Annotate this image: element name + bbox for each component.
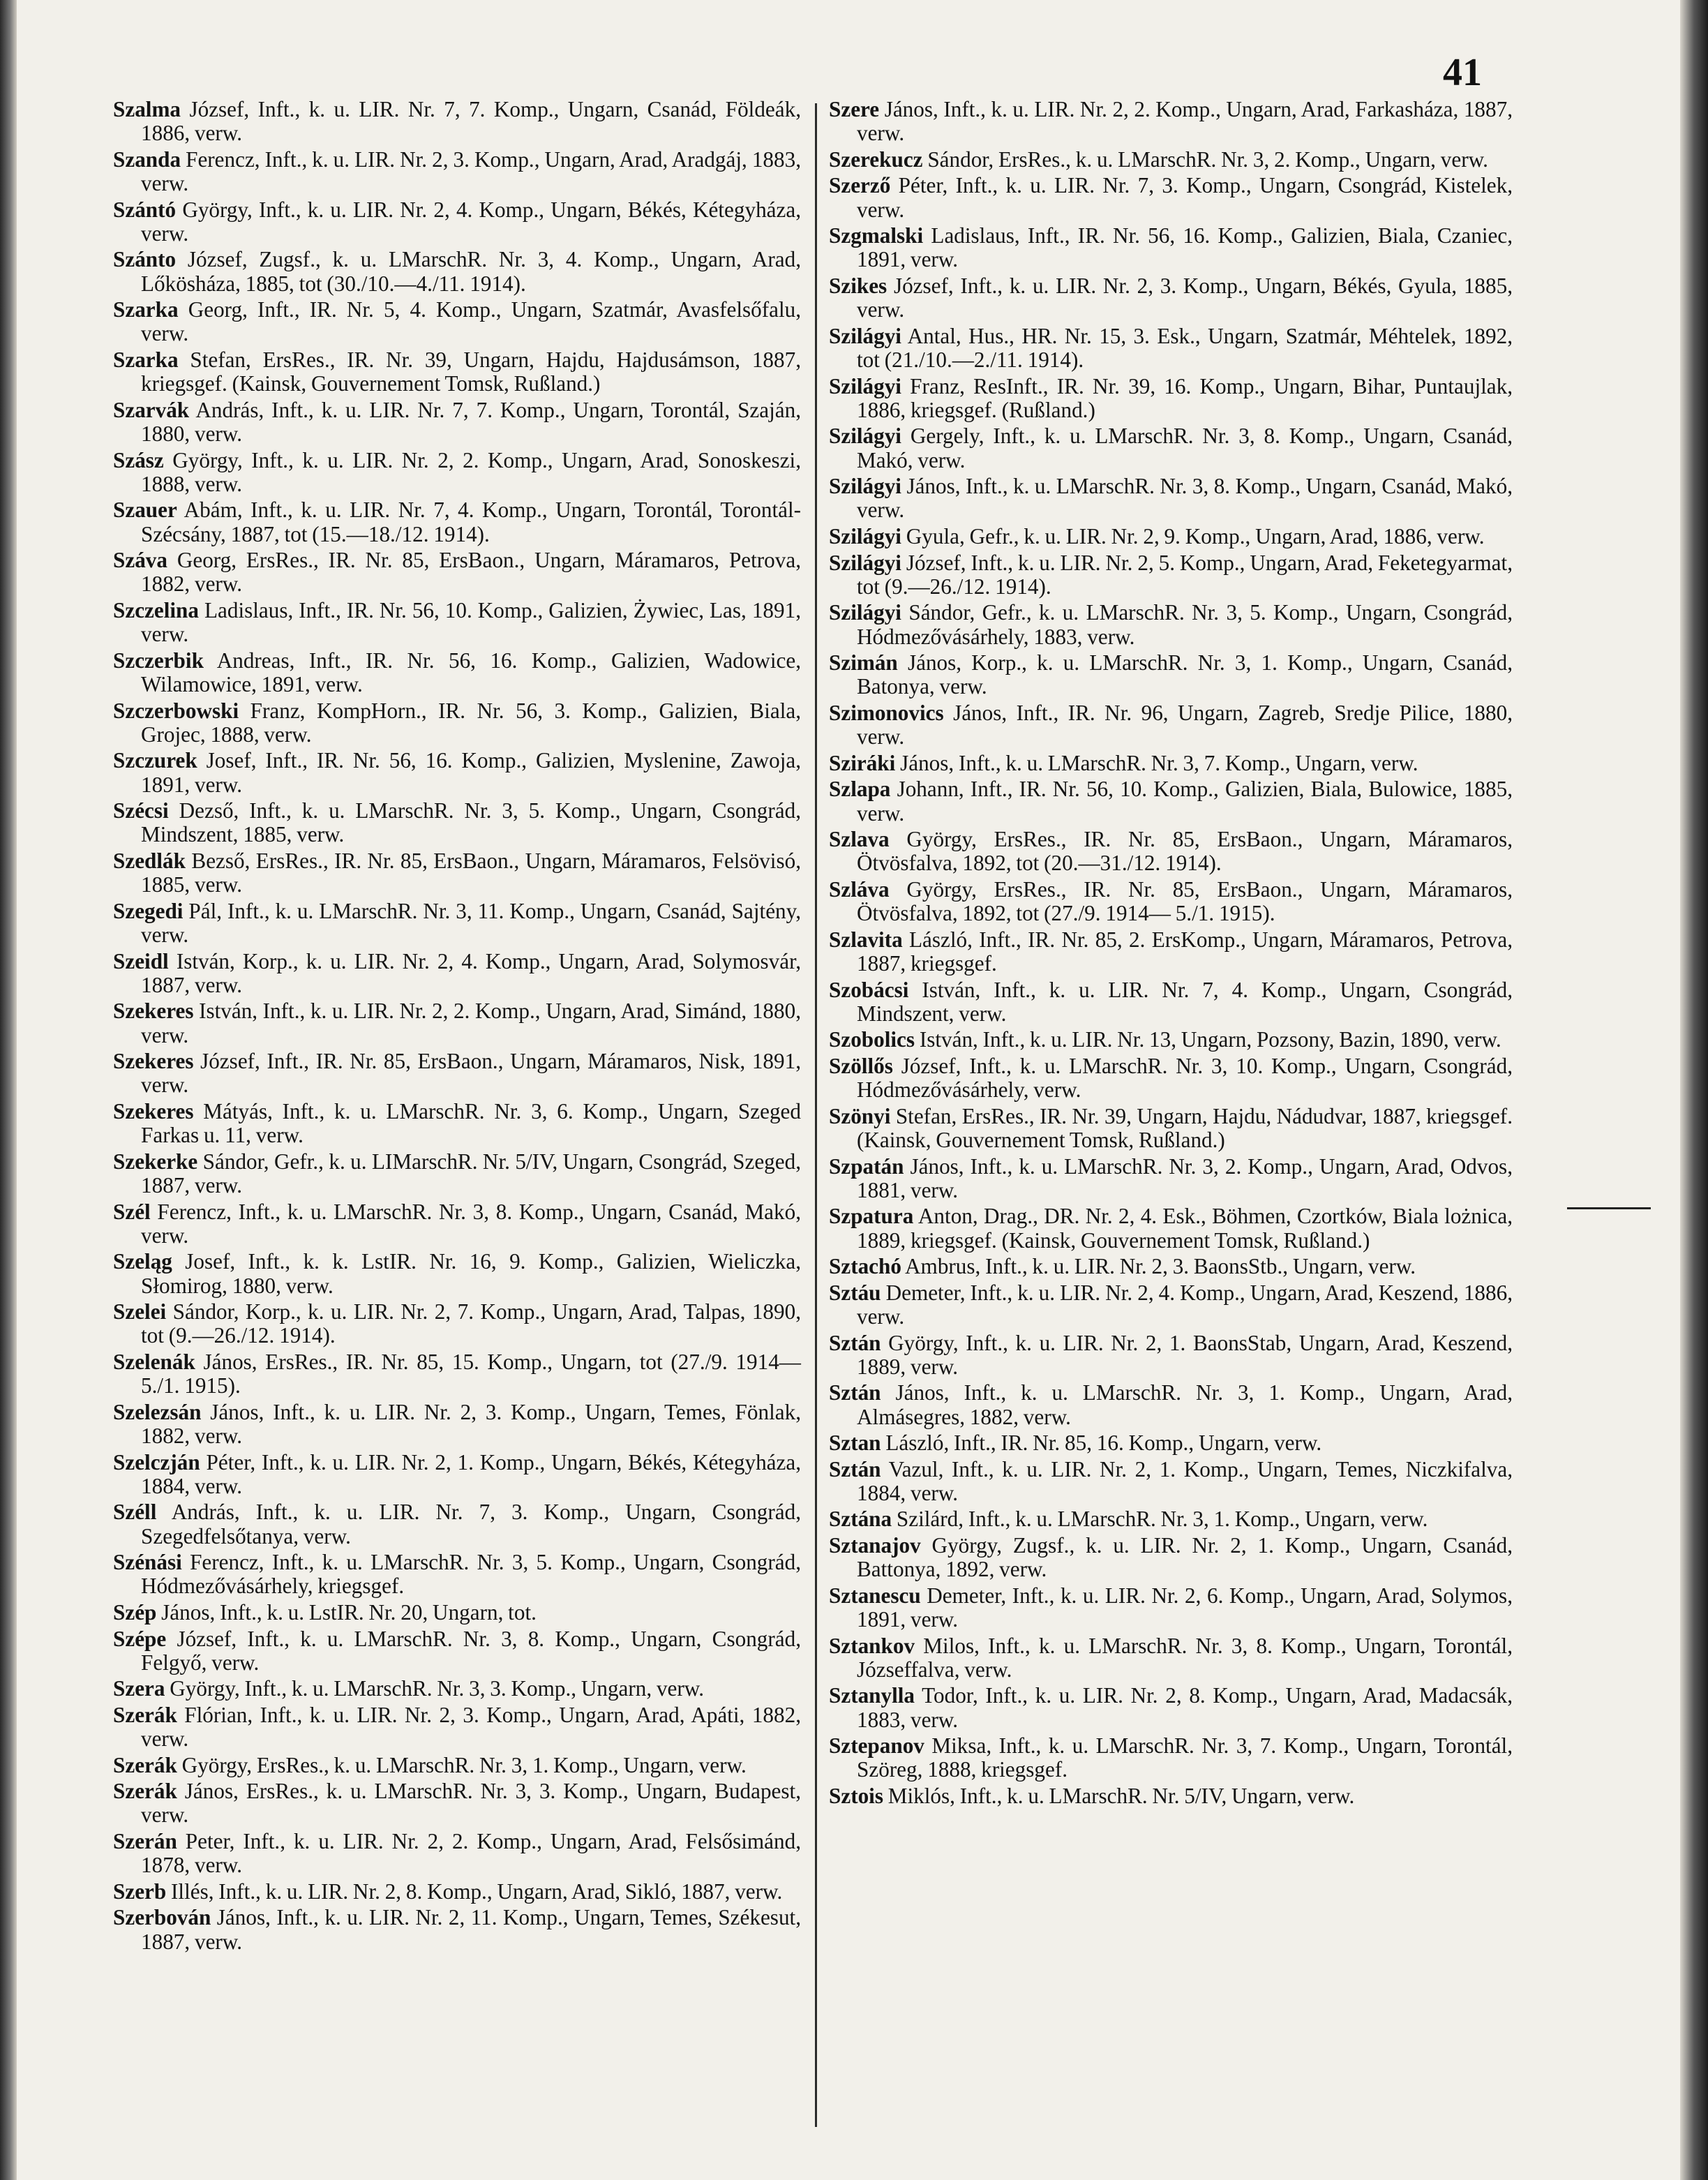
entry-surname: Szauer bbox=[113, 498, 177, 523]
entry-details: Georg, ErsRes., IR. Nr. 85, ErsBaon., Ungarn, Máramaros, Petrova, 1882, verw. bbox=[141, 548, 802, 597]
entry-surname: Szláva bbox=[829, 876, 890, 902]
list-item bbox=[113, 1677, 801, 1701]
entry-surname: Sztanylla bbox=[829, 1683, 915, 1708]
entry-details: József, Inft., k. u. LIR. Nr. 2, 5. Komp., Ungarn, Arad, Feketegyarmat, tot (9.—26./12. 1914). bbox=[857, 550, 1513, 599]
list-item bbox=[113, 348, 801, 396]
entry-details: Johann, Inft., IR. Nr. 56, 10. Komp., Galizien, Biala, Bulowice, 1885, verw. bbox=[857, 777, 1513, 826]
entry-details: Sándor, Korp., k. u. LIR. Nr. 2, 7. Komp., Ungarn, Arad, Talpas, 1890, tot (9.—26./12. 1914). bbox=[141, 1299, 802, 1348]
list-item bbox=[829, 752, 1513, 775]
list-item bbox=[829, 274, 1513, 322]
entry-details: János, Inft., k. u. LMarschR. Nr. 3, 8. Komp., Ungarn, Csanád, Makó, verw. bbox=[857, 474, 1513, 523]
entry-details: János, Inft., k. u. LMarschR. Nr. 3, 1. Komp., Ungarn, Arad, Almásegres, 1882, verw. bbox=[857, 1380, 1513, 1429]
entry-surname: Szelenák bbox=[113, 1349, 195, 1374]
list-item bbox=[113, 148, 801, 195]
entry-details: György, ErsRes., k. u. LMarschR. Nr. 3, 1. Komp., Ungarn, verw. bbox=[181, 1752, 747, 1777]
entry-surname: Szeidl bbox=[113, 948, 169, 973]
list-item bbox=[829, 1734, 1513, 1782]
list-item bbox=[829, 1458, 1513, 1505]
entry-surname: Szgmalski bbox=[829, 223, 924, 248]
list-item bbox=[113, 1451, 801, 1498]
page-number: 41 bbox=[1443, 51, 1482, 94]
entry-details: Sándor, ErsRes., k. u. LMarschR. Nr. 3, 2. Komp., Ungarn, verw. bbox=[927, 147, 1488, 172]
entry-surname: Szél bbox=[113, 1199, 151, 1224]
entry-surname: Szpatura bbox=[829, 1204, 914, 1229]
entry-details: József, Inft., k. u. LIR. Nr. 2, 3. Komp., Ungarn, Békés, Gyula, 1885, verw. bbox=[857, 273, 1513, 322]
entry-details: Ferencz, Inft., k. u. LMarschR. Nr. 3, 8. Komp., Ungarn, Csanád, Makó, verw. bbox=[141, 1199, 801, 1248]
entry-details: János, Inft., k. u. LIR. Nr. 2, 11. Komp., Ungarn, Temes, Székesut, 1887, verw. bbox=[141, 1905, 801, 1954]
entry-surname: Szczerbowski bbox=[113, 698, 239, 723]
entry-surname: Szera bbox=[113, 1676, 165, 1701]
list-item bbox=[113, 1300, 801, 1347]
list-item bbox=[113, 1627, 801, 1675]
list-item bbox=[113, 498, 801, 546]
entry-details: József, Inft., k. u. LMarschR. Nr. 3, 8. Komp., Ungarn, Csongrád, Felgyő, verw. bbox=[141, 1626, 801, 1675]
entry-surname: Szerbován bbox=[113, 1905, 211, 1930]
entry-details: György, ErsRes., IR. Nr. 85, ErsBaon., Ungarn, Máramaros, Ötvösfalva, 1892, tot (27./9. 1914— 5./1. 1915). bbox=[857, 876, 1513, 926]
entry-surname: Szerák bbox=[113, 1702, 177, 1727]
entry-surname: Szerák bbox=[113, 1779, 177, 1804]
entry-details: János, Inft., k. u. LMarschR. Nr. 3, 2. Komp., Ungarn, Arad, Odvos, 1881, verw. bbox=[857, 1154, 1513, 1202]
list-item bbox=[113, 198, 801, 246]
list-item bbox=[829, 928, 1513, 976]
list-item bbox=[113, 398, 801, 446]
entry-details: Josef, Inft., k. k. LstIR. Nr. 16, 9. Komp., Galizien, Wieliczka, Słomirog, 1880, verw. bbox=[141, 1249, 802, 1298]
entry-surname: Szalma bbox=[113, 97, 181, 121]
list-item bbox=[829, 224, 1513, 271]
list-item bbox=[829, 1507, 1513, 1531]
list-item bbox=[113, 449, 801, 496]
entry-surname: Szarka bbox=[113, 297, 179, 322]
entry-details: György, Zugsf., k. u. LIR. Nr. 2, 1. Komp., Ungarn, Csanád, Battonya, 1892, verw. bbox=[857, 1533, 1513, 1582]
entry-surname: Szántó bbox=[113, 197, 177, 222]
entry-details: Abám, Inft., k. u. LIR. Nr. 7, 4. Komp., Ungarn, Torontál, Torontál-Szécsány, 1887, tot (15.—18./12. 1914). bbox=[141, 498, 801, 546]
entry-details: József, Inft., k. u. LMarschR. Nr. 3, 10. Komp., Ungarn, Csongrád, Hódmezővásárhely, verw. bbox=[857, 1053, 1513, 1103]
entry-surname: Szilágyi bbox=[829, 600, 901, 625]
list-item bbox=[113, 699, 801, 747]
list-item bbox=[829, 1534, 1513, 1581]
entry-details: Flórian, Inft., k. u. LIR. Nr. 2, 3. Komp., Ungarn, Arad, Apáti, 1882, verw. bbox=[141, 1702, 801, 1752]
entry-surname: Sziráki bbox=[829, 750, 896, 775]
entry-details: Péter, Inft., k. u. LIR. Nr. 2, 1. Komp., Ungarn, Békés, Kétegyháza, 1884, verw. bbox=[141, 1449, 801, 1498]
entry-surname: Szönyi bbox=[829, 1103, 891, 1128]
list-item bbox=[113, 1754, 801, 1777]
entry-surname: Szelezsán bbox=[113, 1399, 202, 1424]
entry-surname: Szilágyi bbox=[829, 474, 901, 499]
list-item bbox=[113, 1779, 801, 1827]
list-item bbox=[829, 1634, 1513, 1682]
list-item bbox=[829, 1054, 1513, 1102]
entry-details: Ladislaus, Inft., IR. Nr. 56, 10. Komp., Galizien, Żywiec, Las, 1891, verw. bbox=[141, 597, 801, 647]
entry-surname: Szilágyi bbox=[829, 323, 901, 348]
entry-surname: Szénási bbox=[113, 1550, 182, 1575]
list-item bbox=[113, 1703, 801, 1751]
entry-surname: Szilágyi bbox=[829, 424, 901, 449]
list-item bbox=[113, 1500, 801, 1548]
entry-surname: Szilágyi bbox=[829, 550, 901, 575]
list-item bbox=[829, 1105, 1513, 1152]
list-item bbox=[113, 1880, 801, 1904]
list-item bbox=[113, 1100, 801, 1147]
entry-surname: Szerák bbox=[113, 1752, 177, 1777]
entry-surname: Szlava bbox=[829, 827, 890, 852]
entry-details: Anton, Drag., DR. Nr. 2, 4. Esk., Böhmen, Czortków, Biala lożnica, 1889, kriegsgef. (Kainsk, Gouvernement Tomsk, Rußland.) bbox=[857, 1204, 1513, 1253]
list-item bbox=[113, 950, 801, 997]
list-item bbox=[113, 1250, 801, 1297]
list-item bbox=[113, 548, 801, 596]
page-left-edge-shadow bbox=[0, 0, 17, 2180]
list-item bbox=[829, 1255, 1513, 1278]
list-item bbox=[829, 525, 1513, 548]
left-column bbox=[113, 98, 801, 1956]
entry-details: Illés, Inft., k. u. LIR. Nr. 2, 8. Komp., Ungarn, Arad, Sikló, 1887, verw. bbox=[171, 1879, 783, 1904]
list-item bbox=[829, 777, 1513, 825]
entry-surname: Szczurek bbox=[113, 748, 197, 773]
entry-surname: Szerző bbox=[829, 173, 891, 198]
entry-details: Stefan, ErsRes., IR. Nr. 39, Ungarn, Hajdu, Nádudvar, 1887, kriegsgef. (Kainsk, Gouvernement Tomsk, Rußland.) bbox=[857, 1103, 1513, 1152]
entry-surname: Szász bbox=[113, 447, 164, 472]
list-item bbox=[829, 1331, 1513, 1379]
entry-details: József, Inft., IR. Nr. 85, ErsBaon., Ungarn, Máramaros, Nisk, 1891, verw. bbox=[141, 1049, 802, 1098]
entry-surname: Sztán bbox=[829, 1330, 881, 1355]
entry-details: György, ErsRes., IR. Nr. 85, ErsBaon., Ungarn, Máramaros, Ötvösfalva, 1892, tot (20.—31./12. 1914). bbox=[857, 827, 1513, 876]
list-item bbox=[829, 1281, 1513, 1329]
entry-surname: Sztanajov bbox=[829, 1533, 921, 1558]
list-item bbox=[113, 849, 801, 897]
entry-surname: Sztachó bbox=[829, 1254, 901, 1279]
list-item bbox=[113, 1551, 801, 1598]
list-item bbox=[829, 174, 1513, 221]
entry-details: István, Inft., k. u. LIR. Nr. 7, 4. Komp., Ungarn, Csongrád, Mindszent, verw. bbox=[857, 977, 1513, 1026]
entry-details: Milos, Inft., k. u. LMarschR. Nr. 3, 8. Komp., Ungarn, Torontál, Józseffalva, verw. bbox=[857, 1633, 1513, 1682]
entry-surname: Szép bbox=[113, 1599, 157, 1625]
entry-details: Mátyás, Inft., k. u. LMarschR. Nr. 3, 6. Komp., Ungarn, Szeged Farkas u. 11, verw. bbox=[141, 1098, 801, 1148]
entry-details: Gyula, Gefr., k. u. LIR. Nr. 2, 9. Komp., Ungarn, Arad, 1886, verw. bbox=[906, 523, 1485, 548]
list-item bbox=[829, 148, 1513, 172]
entry-details: Miksa, Inft., k. u. LMarschR. Nr. 3, 7. Komp., Ungarn, Torontál, Szöreg, 1888, kriegsgef. bbox=[857, 1733, 1513, 1782]
entry-details: János, Korp., k. u. LMarschR. Nr. 3, 1. Komp., Ungarn, Csanád, Batonya, verw. bbox=[857, 650, 1513, 699]
list-item bbox=[829, 601, 1513, 648]
entry-details: Todor, Inft., k. u. LIR. Nr. 2, 8. Komp., Ungarn, Arad, Madacsák, 1883, verw. bbox=[857, 1683, 1513, 1732]
list-item bbox=[829, 1381, 1513, 1428]
entry-surname: Szpatán bbox=[829, 1154, 904, 1179]
entry-surname: Sztepanov bbox=[829, 1733, 924, 1759]
column-divider bbox=[815, 103, 817, 2127]
list-item bbox=[829, 1028, 1513, 1052]
list-item bbox=[113, 1906, 801, 1953]
entry-details: István, Inft., k. u. LIR. Nr. 2, 2. Komp., Ungarn, Arad, Simánd, 1880, verw. bbox=[141, 999, 801, 1047]
list-item bbox=[113, 1350, 801, 1398]
list-item bbox=[113, 248, 801, 295]
entry-surname: Széll bbox=[113, 1500, 157, 1525]
entry-details: János, Inft., k. u. LIR. Nr. 2, 2. Komp., Ungarn, Arad, Farkasháza, 1887, verw. bbox=[857, 97, 1513, 146]
entry-details: Szilárd, Inft., k. u. LMarschR. Nr. 3, 1. Komp., Ungarn, verw. bbox=[896, 1507, 1428, 1532]
entry-details: Péter, Inft., k. u. LIR. Nr. 7, 3. Komp., Ungarn, Csongrád, Kistelek, verw. bbox=[857, 173, 1513, 222]
entry-details: Andreas, Inft., IR. Nr. 56, 16. Komp., Galizien, Wadowice, Wilamowice, 1891, verw. bbox=[141, 648, 801, 696]
entry-surname: Szekerke bbox=[113, 1149, 198, 1174]
list-item bbox=[113, 1050, 801, 1097]
entry-surname: Szánto bbox=[113, 247, 177, 272]
list-item bbox=[113, 1601, 801, 1625]
list-item bbox=[113, 899, 801, 947]
entry-surname: Szczelina bbox=[113, 597, 199, 622]
entry-surname: Sztáu bbox=[829, 1280, 881, 1305]
entry-surname: Szerán bbox=[113, 1829, 177, 1854]
entry-details: Demeter, Inft., k. u. LIR. Nr. 2, 4. Komp., Ungarn, Arad, Keszend, 1886, verw. bbox=[857, 1280, 1513, 1329]
entry-details: Ambrus, Inft., k. u. LIR. Nr. 2, 3. BaonsStb., Ungarn, verw. bbox=[905, 1254, 1416, 1279]
entry-details: Vazul, Inft., k. u. LIR. Nr. 2, 1. Komp., Ungarn, Temes, Niczkifalva, 1884, verw. bbox=[857, 1456, 1513, 1505]
list-item bbox=[829, 978, 1513, 1026]
margin-mark bbox=[1567, 1207, 1651, 1209]
entry-details: Stefan, ErsRes., IR. Nr. 39, Ungarn, Hajdu, Hajdusámson, 1887, kriegsgef. (Kainsk, Gouvernement Tomsk, Rußland.) bbox=[141, 347, 802, 396]
entry-details: Dezső, Inft., k. u. LMarschR. Nr. 3, 5. Komp., Ungarn, Csongrád, Mindszent, 1885, verw. bbox=[141, 798, 802, 847]
list-item bbox=[113, 298, 801, 345]
entry-details: Gergely, Inft., k. u. LMarschR. Nr. 3, 8. Komp., Ungarn, Csanád, Makó, verw. bbox=[857, 424, 1513, 472]
list-item bbox=[829, 1584, 1513, 1632]
entry-surname: Szeląg bbox=[113, 1249, 172, 1274]
entry-details: János, Inft., IR. Nr. 96, Ungarn, Zagreb, Sredje Pilice, 1880, verw. bbox=[857, 700, 1513, 749]
entry-surname: Szilágyi bbox=[829, 373, 901, 398]
entry-details: György, Inft., k. u. LIR. Nr. 2, 4. Komp., Ungarn, Békés, Kétegyháza, verw. bbox=[141, 197, 801, 246]
entry-details: György, Inft., k. u. LIR. Nr. 2, 2. Komp., Ungarn, Arad, Sonoskeszi, 1888, verw. bbox=[141, 447, 802, 496]
entry-surname: Szegedi bbox=[113, 898, 183, 923]
entry-surname: Szikes bbox=[829, 273, 887, 298]
entry-surname: Szerb bbox=[113, 1879, 167, 1904]
entry-details: István, Korp., k. u. LIR. Nr. 2, 4. Komp., Ungarn, Arad, Solymosvár, 1887, verw. bbox=[141, 948, 801, 997]
entry-surname: Szobolics bbox=[829, 1027, 915, 1052]
entry-details: János, Inft., k. u. LMarschR. Nr. 3, 7. Komp., Ungarn, verw. bbox=[900, 750, 1418, 775]
entry-surname: Szczerbik bbox=[113, 648, 204, 673]
list-item bbox=[829, 1431, 1513, 1455]
list-item bbox=[829, 98, 1513, 145]
entry-surname: Szobácsi bbox=[829, 977, 909, 1002]
list-item bbox=[829, 1684, 1513, 1731]
entry-surname: Szlapa bbox=[829, 777, 891, 802]
entry-surname: Szedlák bbox=[113, 848, 186, 873]
entry-details: András, Inft., k. u. LIR. Nr. 7, 3. Komp., Ungarn, Csongrád, Szegedfelsőtanya, verw. bbox=[141, 1500, 801, 1548]
entry-surname: Szekeres bbox=[113, 1049, 194, 1074]
entry-surname: Szépe bbox=[113, 1626, 167, 1651]
entry-surname: Sztán bbox=[829, 1380, 881, 1405]
list-item bbox=[113, 98, 801, 145]
entry-surname: Szimán bbox=[829, 650, 898, 675]
list-item bbox=[113, 1830, 801, 1877]
entry-details: Franz, ResInft., IR. Nr. 39, 16. Komp., Ungarn, Bihar, Puntaujlak, 1886, kriegsgef. (Rußland.) bbox=[857, 373, 1513, 422]
list-item bbox=[113, 799, 801, 846]
entry-details: György, Inft., k. u. LMarschR. Nr. 3, 3. Komp., Ungarn, verw. bbox=[170, 1676, 705, 1701]
entry-surname: Szécsi bbox=[113, 798, 169, 823]
entry-surname: Sztanescu bbox=[829, 1583, 921, 1608]
entry-surname: Sztankov bbox=[829, 1633, 915, 1658]
list-item bbox=[829, 1204, 1513, 1252]
entry-details: Miklós, Inft., k. u. LMarschR. Nr. 5/IV, Ungarn, verw. bbox=[887, 1784, 1355, 1809]
entry-details: Demeter, Inft., k. u. LIR. Nr. 2, 6. Komp., Ungarn, Arad, Solymos, 1891, verw. bbox=[857, 1583, 1513, 1632]
list-item bbox=[113, 1401, 801, 1448]
entry-details: György, Inft., k. u. LIR. Nr. 2, 1. BaonsStab, Ungarn, Arad, Keszend, 1889, verw. bbox=[857, 1330, 1513, 1379]
entry-details: Josef, Inft., IR. Nr. 56, 16. Komp., Galizien, Myslenine, Zawoja, 1891, verw. bbox=[141, 748, 802, 797]
entry-surname: Sztois bbox=[829, 1784, 883, 1809]
entry-details: Pál, Inft., k. u. LMarschR. Nr. 3, 11. Komp., Ungarn, Csanád, Sajtény, verw. bbox=[141, 898, 801, 947]
list-item bbox=[829, 1155, 1513, 1202]
entry-details: József, Inft., k. u. LIR. Nr. 7, 7. Komp., Ungarn, Csanád, Földeák, 1886, verw. bbox=[141, 97, 801, 146]
entry-details: András, Inft., k. u. LIR. Nr. 7, 7. Komp., Ungarn, Torontál, Szaján, 1880, verw. bbox=[141, 397, 801, 446]
entry-details: Bezső, ErsRes., IR. Nr. 85, ErsBaon., Ungarn, Máramaros, Felsövisó, 1885, verw. bbox=[141, 848, 801, 897]
list-item bbox=[113, 649, 801, 696]
entry-details: János, Inft., k. u. LstIR. Nr. 20, Ungarn, tot. bbox=[161, 1599, 537, 1625]
entry-surname: Sztán bbox=[829, 1456, 881, 1481]
list-item bbox=[113, 1150, 801, 1197]
list-item bbox=[829, 1784, 1513, 1808]
entry-surname: Szimonovics bbox=[829, 700, 944, 725]
entry-details: István, Inft., k. u. LIR. Nr. 13, Ungarn, Pozsony, Bazin, 1890, verw. bbox=[919, 1027, 1501, 1052]
entry-surname: Szlavita bbox=[829, 927, 903, 952]
entry-surname: Szelei bbox=[113, 1299, 167, 1324]
list-item bbox=[113, 1200, 801, 1248]
list-item bbox=[113, 749, 801, 796]
entry-details: Georg, Inft., IR. Nr. 5, 4. Komp., Ungarn, Szatmár, Avasfelsőfalu, verw. bbox=[141, 297, 802, 346]
right-column bbox=[829, 98, 1513, 1811]
list-item bbox=[113, 599, 801, 646]
entry-surname: Sztána bbox=[829, 1507, 892, 1532]
entry-details: Ferencz, Inft., k. u. LMarschR. Nr. 3, 5. Komp., Ungarn, Csongrád, Hódmezővásárhely, kriegsgef. bbox=[141, 1550, 802, 1599]
list-item bbox=[113, 999, 801, 1047]
entry-surname: Szekeres bbox=[113, 999, 194, 1024]
list-item bbox=[829, 651, 1513, 699]
entry-details: József, Zugsf., k. u. LMarschR. Nr. 3, 4. Komp., Ungarn, Arad, Lőkösháza, 1885, tot (30./10.—4./11. 1914). bbox=[141, 247, 801, 296]
list-item bbox=[829, 828, 1513, 875]
entry-surname: Sztan bbox=[829, 1431, 881, 1456]
entry-details: Antal, Hus., HR. Nr. 15, 3. Esk., Ungarn, Szatmár, Méhtelek, 1892, tot (21./10.—2./11. 1914). bbox=[857, 323, 1513, 372]
entry-details: Sándor, Gefr., k. u. LIMarschR. Nr. 5/IV, Ungarn, Csongrád, Szeged, 1887, verw. bbox=[141, 1149, 801, 1197]
list-item bbox=[829, 701, 1513, 749]
list-item bbox=[829, 475, 1513, 522]
entry-details: Franz, KompHorn., IR. Nr. 56, 3. Komp., Galizien, Biala, Grojec, 1888, verw. bbox=[141, 698, 802, 747]
list-item bbox=[829, 878, 1513, 925]
entry-details: László, Inft., IR. Nr. 85, 16. Komp., Ungarn, verw. bbox=[885, 1431, 1322, 1456]
page-right-edge-shadow bbox=[1680, 0, 1708, 2180]
entry-details: Ladislaus, Inft., IR. Nr. 56, 16. Komp., Galizien, Biala, Czaniec, 1891, verw. bbox=[857, 223, 1513, 272]
entry-surname: Szöllős bbox=[829, 1053, 893, 1078]
entry-surname: Szarvák bbox=[113, 397, 190, 422]
entry-details: László, Inft., IR. Nr. 85, 2. ErsKomp., Ungarn, Máramaros, Petrova, 1887, kriegsgef. bbox=[857, 927, 1513, 976]
list-item bbox=[829, 375, 1513, 422]
entry-details: János, ErsRes., k. u. LMarschR. Nr. 3, 3. Komp., Ungarn, Budapest, verw. bbox=[141, 1779, 801, 1828]
entry-details: Sándor, Gefr., k. u. LMarschR. Nr. 3, 5. Komp., Ungarn, Csongrád, Hódmezővásárhely, 1883, verw. bbox=[857, 600, 1513, 649]
entry-surname: Szelczján bbox=[113, 1449, 200, 1475]
list-item bbox=[829, 424, 1513, 472]
entry-surname: Szanda bbox=[113, 147, 181, 172]
entry-surname: Száva bbox=[113, 548, 167, 573]
entry-surname: Szerekucz bbox=[829, 147, 923, 172]
entry-surname: Szere bbox=[829, 97, 880, 121]
entry-surname: Szekeres bbox=[113, 1098, 194, 1123]
entry-surname: Szarka bbox=[113, 347, 179, 372]
entry-surname: Szilágyi bbox=[829, 523, 901, 548]
list-item bbox=[829, 324, 1513, 372]
entry-details: János, ErsRes., IR. Nr. 85, 15. Komp., Ungarn, tot (27./9. 1914—5./1. 1915). bbox=[141, 1349, 801, 1398]
entry-details: János, Inft., k. u. LIR. Nr. 2, 3. Komp., Ungarn, Temes, Fönlak, 1882, verw. bbox=[141, 1399, 801, 1448]
entry-details: Ferencz, Inft., k. u. LIR. Nr. 2, 3. Komp., Ungarn, Arad, Aradgáj, 1883, verw. bbox=[141, 147, 802, 195]
entry-details: Peter, Inft., k. u. LIR. Nr. 2, 2. Komp., Ungarn, Arad, Felsősimánd, 1878, verw. bbox=[141, 1829, 801, 1878]
list-item bbox=[829, 551, 1513, 599]
